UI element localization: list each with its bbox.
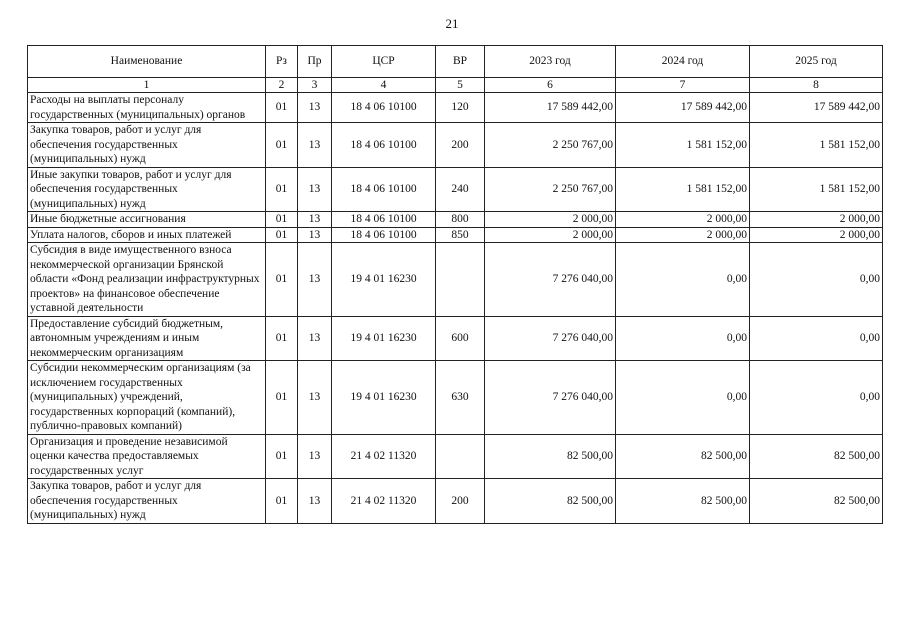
row-2023: 82 500,00 <box>485 479 616 524</box>
row-2025: 0,00 <box>750 243 883 317</box>
column-number: 7 <box>616 78 750 93</box>
table-row <box>28 167 883 212</box>
row-rz: 01 <box>266 316 298 361</box>
row-2025: 82 500,00 <box>750 434 883 479</box>
row-2023: 7 276 040,00 <box>485 361 616 435</box>
row-2025: 0,00 <box>750 316 883 361</box>
row-2023: 2 250 767,00 <box>485 167 616 212</box>
row-pr: 13 <box>298 167 332 212</box>
table-row <box>28 227 883 243</box>
row-2023: 2 000,00 <box>485 227 616 243</box>
column-number: 1 <box>28 78 266 93</box>
header-2025: 2025 год <box>750 46 883 78</box>
header-pr: Пр <box>298 46 332 78</box>
column-number: 5 <box>436 78 485 93</box>
row-csr: 18 4 06 10100 <box>332 93 436 123</box>
header-vr: ВР <box>436 46 485 78</box>
row-csr: 19 4 01 16230 <box>332 243 436 317</box>
column-number-row <box>28 78 883 93</box>
header-2024: 2024 год <box>616 46 750 78</box>
row-csr: 21 4 02 11320 <box>332 479 436 524</box>
row-csr: 18 4 06 10100 <box>332 167 436 212</box>
row-pr: 13 <box>298 227 332 243</box>
row-pr: 13 <box>298 123 332 168</box>
row-pr: 13 <box>298 316 332 361</box>
row-vr <box>436 434 485 479</box>
row-2023: 7 276 040,00 <box>485 316 616 361</box>
row-name: Уплата налогов, сборов и иных платежей <box>28 227 266 243</box>
row-2025: 2 000,00 <box>750 212 883 228</box>
row-2024: 0,00 <box>616 243 750 317</box>
row-rz: 01 <box>266 212 298 228</box>
budget-table <box>27 45 883 524</box>
row-rz: 01 <box>266 361 298 435</box>
table-row <box>28 316 883 361</box>
row-2023: 7 276 040,00 <box>485 243 616 317</box>
row-name: Субсидия в виде имущественного взноса некоммерческой организации Брянской области «Фонд реализации инфраструктурных проектов» на финансовое обеспечение уставной деятельности <box>28 243 266 317</box>
row-2024: 82 500,00 <box>616 434 750 479</box>
column-number: 4 <box>332 78 436 93</box>
row-2024: 1 581 152,00 <box>616 167 750 212</box>
row-rz: 01 <box>266 243 298 317</box>
header-row <box>28 46 883 78</box>
table-row <box>28 361 883 435</box>
row-vr <box>436 243 485 317</box>
row-vr: 120 <box>436 93 485 123</box>
row-pr: 13 <box>298 243 332 317</box>
row-csr: 18 4 06 10100 <box>332 227 436 243</box>
row-rz: 01 <box>266 93 298 123</box>
column-number: 3 <box>298 78 332 93</box>
row-name: Закупка товаров, работ и услуг для обеспечения государственных (муниципальных) нужд <box>28 479 266 524</box>
row-vr: 240 <box>436 167 485 212</box>
row-2025: 2 000,00 <box>750 227 883 243</box>
row-name: Иные закупки товаров, работ и услуг для обеспечения государственных (муниципальных) нужд <box>28 167 266 212</box>
row-2024: 2 000,00 <box>616 227 750 243</box>
column-number: 8 <box>750 78 883 93</box>
row-2023: 17 589 442,00 <box>485 93 616 123</box>
row-name: Иные бюджетные ассигнования <box>28 212 266 228</box>
row-vr: 200 <box>436 123 485 168</box>
table-row <box>28 479 883 524</box>
row-rz: 01 <box>266 479 298 524</box>
row-vr: 800 <box>436 212 485 228</box>
row-pr: 13 <box>298 479 332 524</box>
table-row <box>28 93 883 123</box>
row-2024: 1 581 152,00 <box>616 123 750 168</box>
row-2024: 82 500,00 <box>616 479 750 524</box>
row-rz: 01 <box>266 227 298 243</box>
row-rz: 01 <box>266 434 298 479</box>
row-csr: 18 4 06 10100 <box>332 123 436 168</box>
row-2024: 17 589 442,00 <box>616 93 750 123</box>
table-row <box>28 243 883 317</box>
header-rz: Рз <box>266 46 298 78</box>
page-number: 21 <box>445 16 459 31</box>
row-vr: 850 <box>436 227 485 243</box>
row-2024: 0,00 <box>616 316 750 361</box>
row-csr: 19 4 01 16230 <box>332 316 436 361</box>
row-pr: 13 <box>298 93 332 123</box>
column-number: 2 <box>266 78 298 93</box>
row-pr: 13 <box>298 361 332 435</box>
row-vr: 600 <box>436 316 485 361</box>
header-csr: ЦСР <box>332 46 436 78</box>
table-row <box>28 434 883 479</box>
row-csr: 18 4 06 10100 <box>332 212 436 228</box>
row-2023: 82 500,00 <box>485 434 616 479</box>
row-pr: 13 <box>298 212 332 228</box>
column-number: 6 <box>485 78 616 93</box>
row-csr: 19 4 01 16230 <box>332 361 436 435</box>
row-2025: 82 500,00 <box>750 479 883 524</box>
row-name: Закупка товаров, работ и услуг для обеспечения государственных (муниципальных) нужд <box>28 123 266 168</box>
row-rz: 01 <box>266 167 298 212</box>
row-2023: 2 250 767,00 <box>485 123 616 168</box>
row-vr: 630 <box>436 361 485 435</box>
row-name: Организация и проведение независимой оценки качества предоставляемых государственных услуг <box>28 434 266 479</box>
row-2025: 0,00 <box>750 361 883 435</box>
row-2024: 2 000,00 <box>616 212 750 228</box>
table-row <box>28 212 883 228</box>
row-vr: 200 <box>436 479 485 524</box>
row-name: Субсидии некоммерческим организациям (за исключением государственных (муниципальных) учреждений, государственных корпораций (компаний), публично-правовых компаний) <box>28 361 266 435</box>
row-name: Предоставление субсидий бюджетным, автономным учреждениям и иным некоммерческим организациям <box>28 316 266 361</box>
row-csr: 21 4 02 11320 <box>332 434 436 479</box>
row-2025: 1 581 152,00 <box>750 123 883 168</box>
row-2023: 2 000,00 <box>485 212 616 228</box>
header-name: Наименование <box>28 46 266 78</box>
row-name: Расходы на выплаты персоналу государственных (муниципальных) органов <box>28 93 266 123</box>
row-2024: 0,00 <box>616 361 750 435</box>
row-2025: 17 589 442,00 <box>750 93 883 123</box>
row-2025: 1 581 152,00 <box>750 167 883 212</box>
header-2023: 2023 год <box>485 46 616 78</box>
row-pr: 13 <box>298 434 332 479</box>
row-rz: 01 <box>266 123 298 168</box>
table-row <box>28 123 883 168</box>
